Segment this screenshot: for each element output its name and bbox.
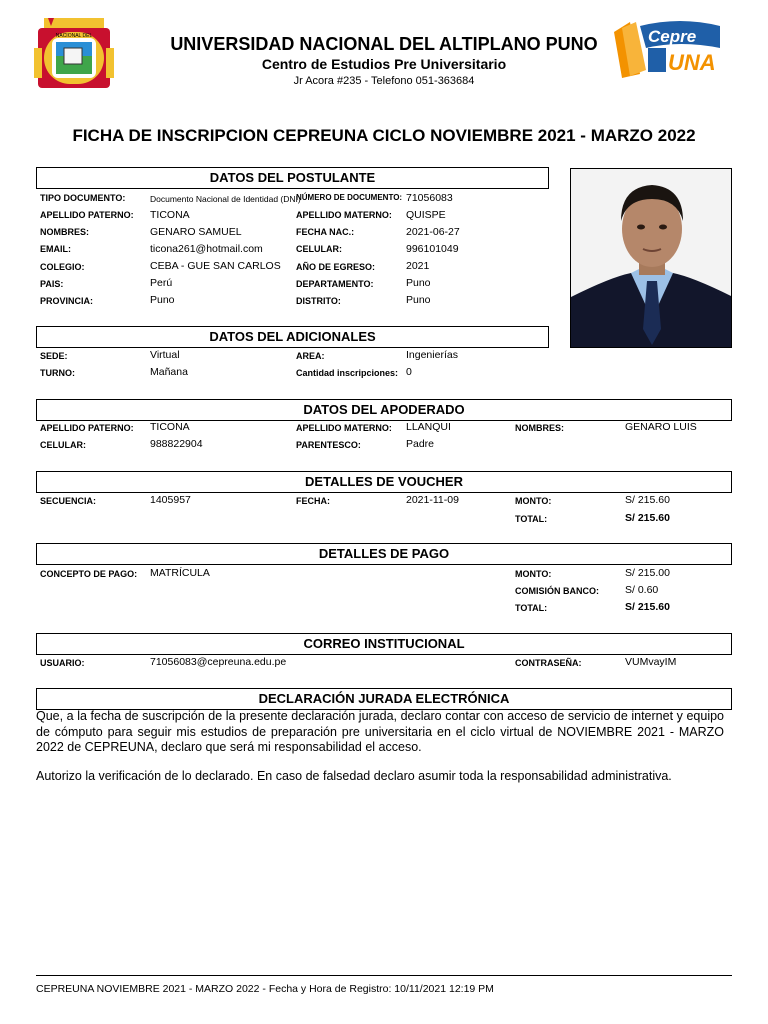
numero-documento-label: NÚMERO DE DOCUMENTO: xyxy=(296,193,403,202)
pago-total-value: S/ 215.60 xyxy=(625,601,670,613)
tipo-documento-value: Documento Nacional de Identidad (DNI) xyxy=(150,194,301,204)
nombres-label: NOMBRES: xyxy=(40,227,89,237)
pais-label: PAIS: xyxy=(40,279,64,289)
address-phone: Jr Acora #235 - Telefono 051-363684 xyxy=(293,75,475,87)
svg-text:NACIONAL DEL: NACIONAL DEL xyxy=(55,33,93,39)
usuario-value: 71056083@cepreuna.edu.pe xyxy=(150,656,287,668)
section-header-postulante: DATOS DEL POSTULANTE xyxy=(36,167,549,189)
anio-egreso-value: 2021 xyxy=(406,260,430,272)
comision-banco-value: S/ 0.60 xyxy=(625,584,659,596)
turno-label: TURNO: xyxy=(40,368,75,378)
cantidad-inscripciones-label: Cantidad inscripciones: xyxy=(296,368,399,378)
section-header-adicionales: DATOS DEL ADICIONALES xyxy=(36,326,549,348)
concepto-pago-value: MATRÍCULA xyxy=(150,567,210,579)
turno-value: Mañana xyxy=(150,366,188,378)
area-label: AREA: xyxy=(296,351,325,361)
departamento-value: Puno xyxy=(406,277,431,289)
pais-value: Perú xyxy=(150,277,173,289)
departamento-label: DEPARTAMENTO: xyxy=(296,279,374,289)
apellido-paterno-label: APELLIDO PATERNO: xyxy=(40,210,134,220)
apellido-paterno-value: TICONA xyxy=(150,209,190,221)
section-header-declaracion: DECLARACIÓN JURADA ELECTRÓNICA xyxy=(36,688,732,710)
colegio-label: COLEGIO: xyxy=(40,262,85,272)
pago-monto-value: S/ 215.00 xyxy=(625,567,670,579)
pago-monto-label: MONTO: xyxy=(515,569,552,579)
center-name: Centro de Estudios Pre Universitario xyxy=(261,56,507,72)
distrito-value: Puno xyxy=(406,294,431,306)
university-crest-logo xyxy=(34,18,114,92)
voucher-fecha-value: 2021-11-09 xyxy=(406,494,459,506)
contrasena-label: CONTRASEÑA: xyxy=(515,658,582,668)
applicant-photo xyxy=(570,168,732,348)
pago-total-label: TOTAL: xyxy=(515,603,548,613)
apoderado-apellido-paterno-label: APELLIDO PATERNO: xyxy=(40,423,134,433)
tipo-documento-label: TIPO DOCUMENTO: xyxy=(40,193,126,203)
voucher-monto-value: S/ 215.60 xyxy=(625,494,670,506)
apellido-materno-value: QUISPE xyxy=(406,209,446,221)
cantidad-inscripciones-value: 0 xyxy=(406,366,412,378)
area-value: Ingenierías xyxy=(406,349,458,361)
fecha-nacimiento-label: FECHA NAC.: xyxy=(296,227,355,237)
distrito-label: DISTRITO: xyxy=(296,296,341,306)
svg-text:Cepre: Cepre xyxy=(648,27,697,46)
sede-label: SEDE: xyxy=(40,351,68,361)
concepto-pago-label: CONCEPTO DE PAGO: xyxy=(40,569,138,579)
email-value: ticona261@hotmail.com xyxy=(150,243,263,255)
apoderado-parentesco-label: PARENTESCO: xyxy=(296,440,361,450)
apoderado-celular-value: 988822904 xyxy=(150,438,203,450)
declaration-paragraph: Que, a la fecha de suscripción de la presente declaración jurada, declaro contar con acceso de servicio de internet y equipo de cómputo para seguir mis estudios de preparación pre universitaria en el ciclo virtual de NOVIEMBRE 2021 - MARZO 2022 de CEPREUNA, declaro que será mi responsabilidad el acceso. xyxy=(36,709,724,754)
celular-value: 996101049 xyxy=(406,243,459,255)
comision-banco-label: COMISIÓN BANCO: xyxy=(515,586,599,596)
provincia-value: Puno xyxy=(150,294,175,306)
fecha-nacimiento-value: 2021-06-27 xyxy=(406,226,460,238)
university-name: UNIVERSIDAD NACIONAL DEL ALTIPLANO PUNO xyxy=(170,34,598,54)
apoderado-apellido-materno-value: LLANQUI xyxy=(406,421,451,433)
sede-value: Virtual xyxy=(150,349,180,361)
secuencia-value: 1405957 xyxy=(150,494,191,506)
cepre-una-logo xyxy=(610,18,738,84)
section-header-pago: DETALLES DE PAGO xyxy=(36,543,732,565)
section-header-correo: CORREO INSTITUCIONAL xyxy=(36,633,732,655)
anio-egreso-label: AÑO DE EGRESO: xyxy=(296,262,376,272)
voucher-monto-label: MONTO: xyxy=(515,496,552,506)
colegio-value: CEBA - GUE SAN CARLOS xyxy=(150,260,281,272)
apellido-materno-label: APELLIDO MATERNO: xyxy=(296,210,392,220)
footer-registration-text: CEPREUNA NOVIEMBRE 2021 - MARZO 2022 - Fecha y Hora de Registro: 10/11/2021 12:19 PM xyxy=(36,983,494,995)
secuencia-label: SECUENCIA: xyxy=(40,496,97,506)
apoderado-nombres-label: NOMBRES: xyxy=(515,423,564,433)
apoderado-apellido-paterno-value: TICONA xyxy=(150,421,190,433)
voucher-fecha-label: FECHA: xyxy=(296,496,330,506)
apoderado-parentesco-value: Padre xyxy=(406,438,435,450)
apoderado-apellido-materno-label: APELLIDO MATERNO: xyxy=(296,423,392,433)
email-label: EMAIL: xyxy=(40,244,71,254)
section-header-apoderado: DATOS DEL APODERADO xyxy=(36,399,732,421)
usuario-label: USUARIO: xyxy=(40,658,85,668)
voucher-total-label: TOTAL: xyxy=(515,514,548,524)
apoderado-nombres-value: GENARO LUIS xyxy=(625,421,697,433)
section-header-voucher: DETALLES DE VOUCHER xyxy=(36,471,732,493)
provincia-label: PROVINCIA: xyxy=(40,296,94,306)
apoderado-celular-label: CELULAR: xyxy=(40,440,86,450)
contrasena-value: VUMvayIM xyxy=(625,656,677,668)
svg-text:UNA: UNA xyxy=(668,50,716,75)
footer-divider xyxy=(36,975,732,976)
voucher-total-value: S/ 215.60 xyxy=(625,512,670,524)
authorization-paragraph: Autorizo la verificación de lo declarado. En caso de falsedad declaro asumir toda la responsabilidad administrativa. xyxy=(36,769,672,783)
nombres-value: GENARO SAMUEL xyxy=(150,226,242,238)
numero-documento-value: 71056083 xyxy=(406,192,453,204)
celular-label: CELULAR: xyxy=(296,244,342,254)
document-title: FICHA DE INSCRIPCION CEPREUNA CICLO NOVIEMBRE 2021 - MARZO 2022 xyxy=(72,126,696,145)
